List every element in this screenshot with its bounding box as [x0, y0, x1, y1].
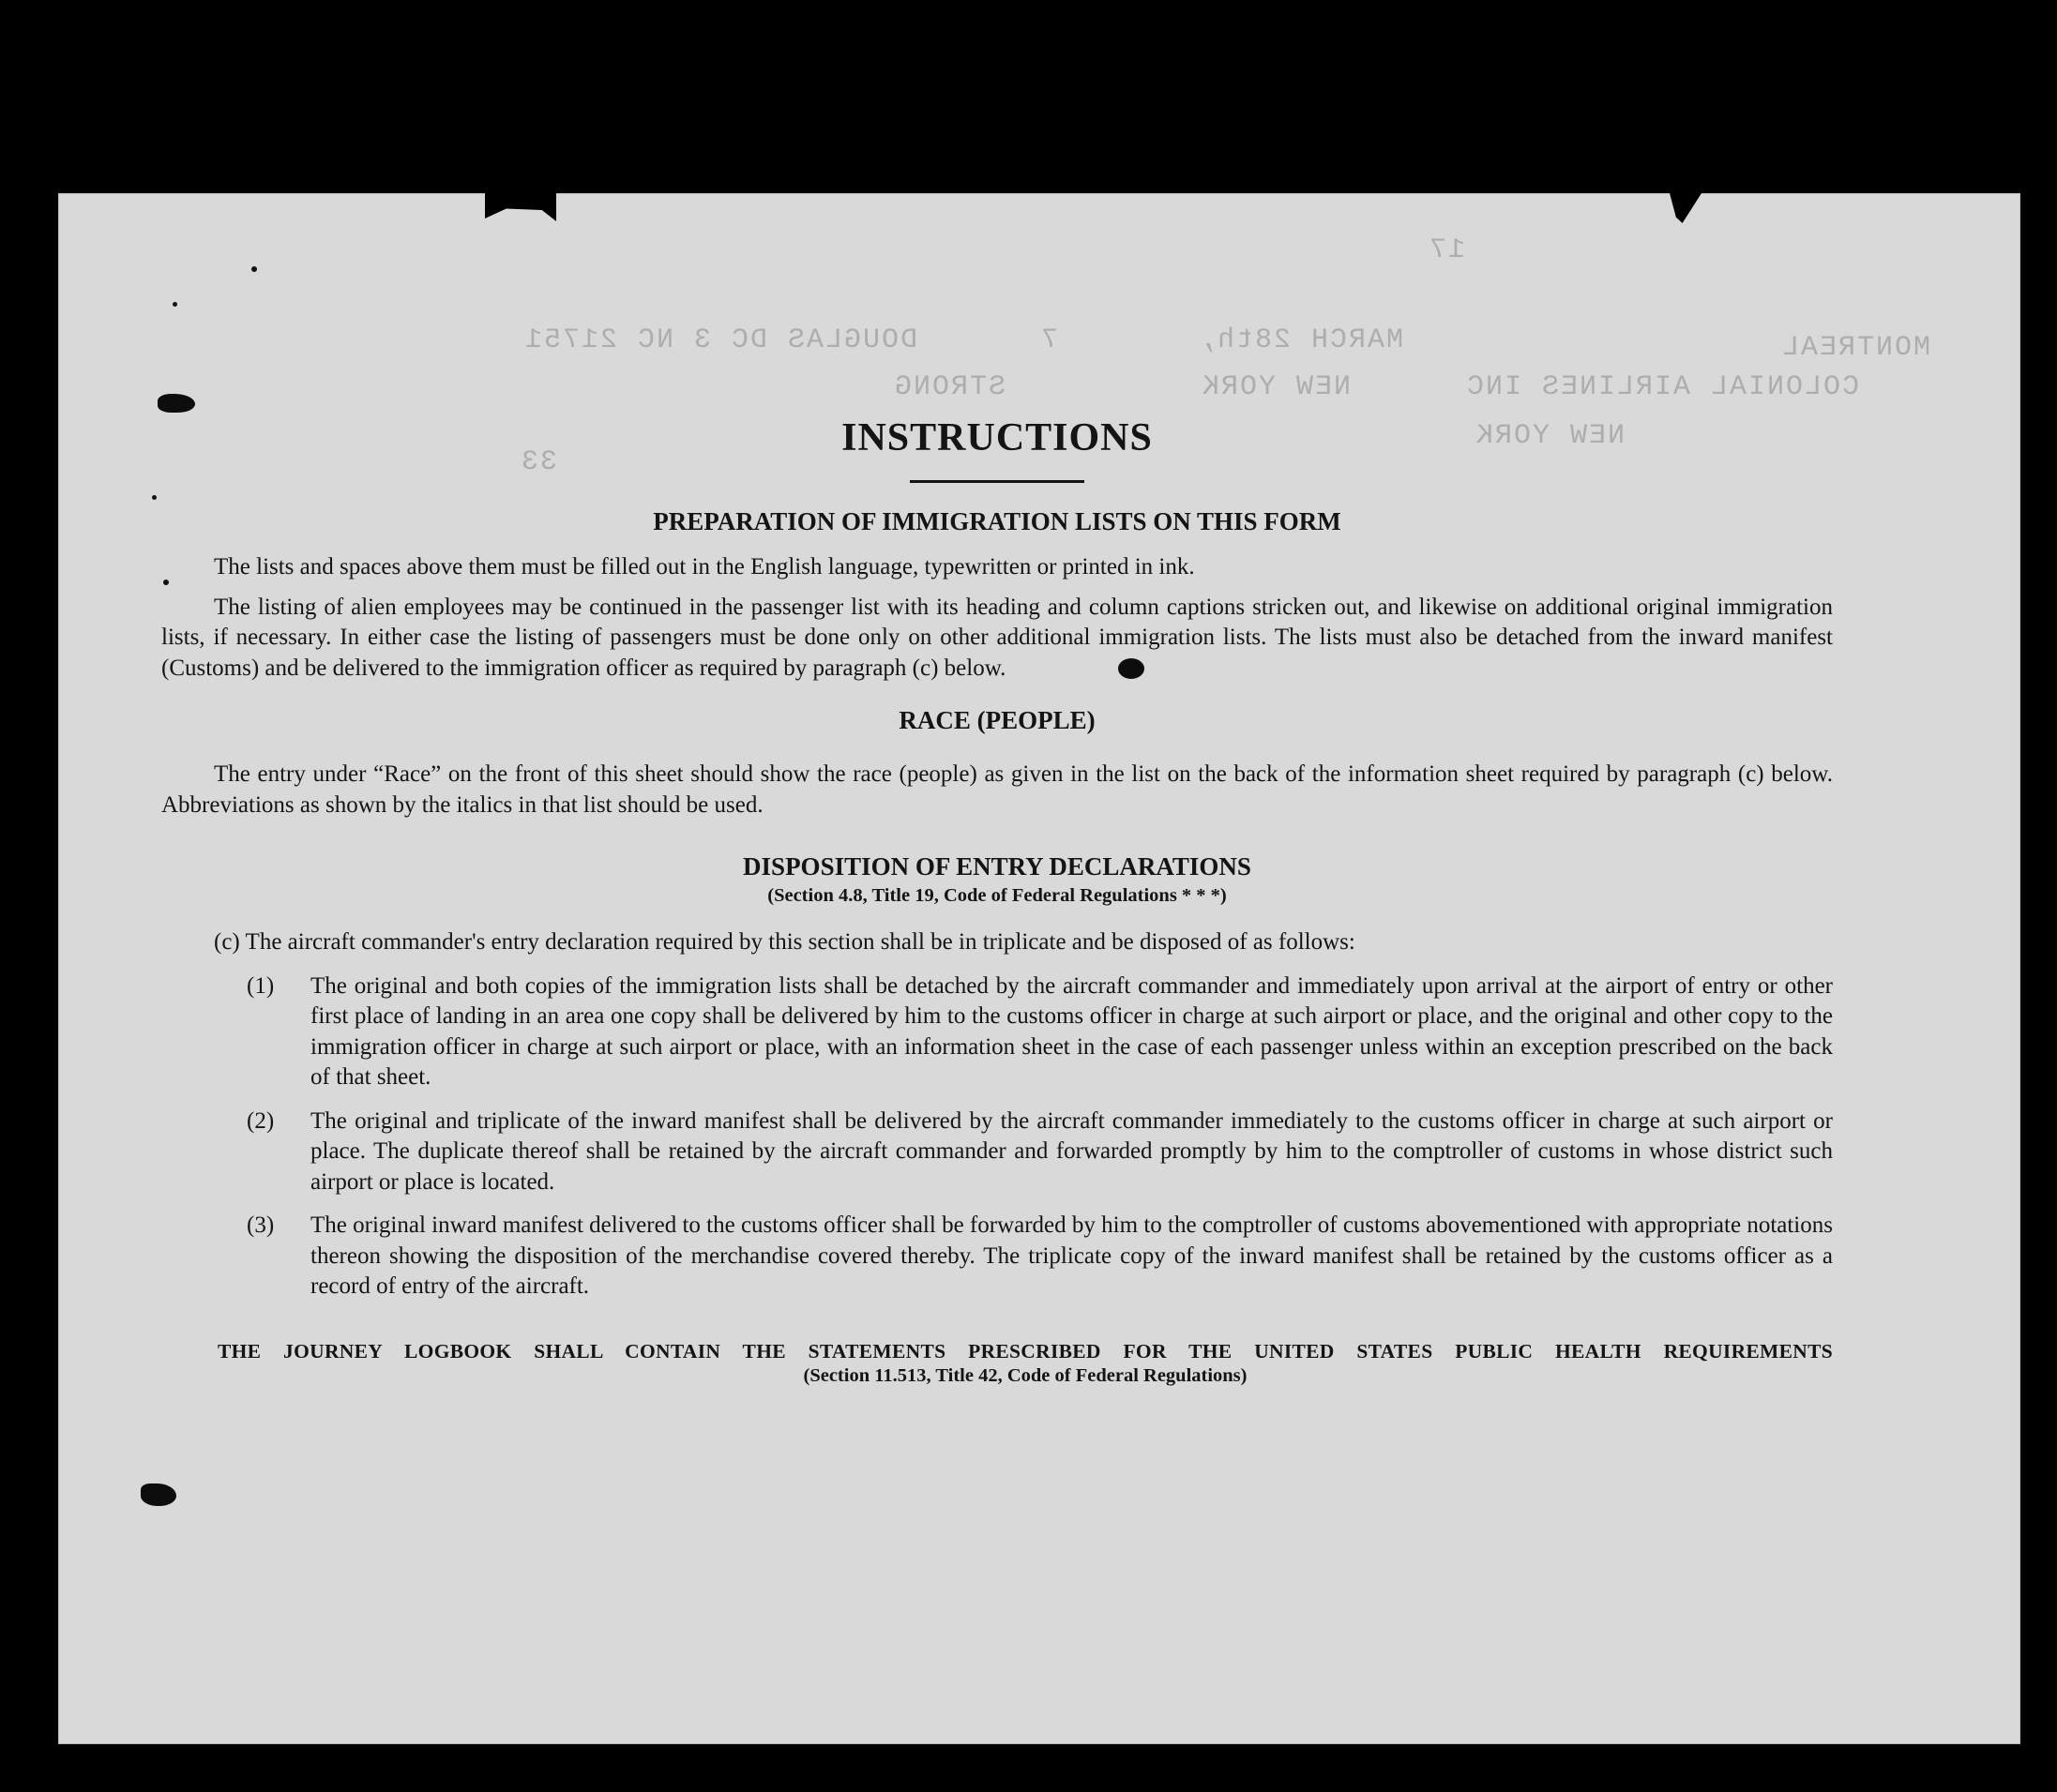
- list-item-text: The original inward manifest delivered to the customs officer shall be forwarded by him to the comptroller of customs abovementioned with appropriate notations thereon showing the disposition of the merchandise covered thereby. The triplicate copy of the inward manifest shall be retained by the customs officer as a record of entry of the aircraft.: [310, 1212, 1833, 1300]
- disposition-intro: (c) The aircraft commander's entry declaration required by this section shall be in triplicate and be disposed of as follows:: [214, 929, 1355, 956]
- bleed-through-text: MONTREAL: [1780, 332, 1931, 364]
- page-title: INSTRUCTIONS: [841, 416, 1153, 459]
- bleed-through-text: NEW YORK: [1475, 420, 1626, 452]
- torn-edge-notch: [485, 193, 556, 221]
- bleed-through-text: 7: [1039, 324, 1059, 356]
- list-item-text: The original and both copies of the immigration lists shall be detached by the aircraft commander and immediately upon arrival at the airport of entry or other first place of landing in an area one copy shall be delivered by him to the customs officer in charge at such airport or place, and the original and other copy to the immigration officer in charge at such airport or place, with an information sheet in the case of each passenger unless within an exception prescribed on the back of that sheet.: [310, 972, 1833, 1091]
- list-item: [247, 1107, 1833, 1198]
- ink-dot: [152, 495, 157, 500]
- footer-citation: (Section 11.513, Title 42, Code of Federal Regulations): [803, 1364, 1248, 1386]
- race-paragraph: The entry under “Race” on the front of this sheet should show the race (people) as given in the list on the back of the information sheet required by paragraph (c) below. Abbreviations as shown by the italics in that list should be used.: [161, 761, 1833, 818]
- section-heading-preparation: PREPARATION OF IMMIGRATION LISTS ON THIS FORM: [653, 507, 1341, 535]
- list-item: [247, 971, 1833, 1093]
- disposition-citation: (Section 4.8, Title 19, Code of Federal Regulations * * *): [767, 885, 1227, 907]
- list-item-number: (2): [247, 1107, 275, 1134]
- ink-blot: [141, 1483, 176, 1506]
- list-item-text: The original and triplicate of the inward manifest shall be delivered by the aircraft commander immediately to the customs officer in charge at such airport or place. The duplicate thereof shall be retained by the aircraft commander and forwarded promptly by him to the comptroller of customs in whose district such airport or place is located.: [310, 1107, 1833, 1195]
- bleed-through-text: MARCH 28th,: [1197, 324, 1404, 356]
- bleed-through-page-number: 17: [1428, 234, 1466, 266]
- footer-statement: THE JOURNEY LOGBOOK SHALL CONTAIN THE STATEMENTS PRESCRIBED FOR THE UNITED STATES PUBLIC HEALTH REQUIREMENTS: [218, 1339, 1833, 1363]
- bleed-through-text: 33: [520, 446, 558, 478]
- bleed-through-text: STRONG: [893, 371, 1006, 403]
- section-heading-disposition: DISPOSITION OF ENTRY DECLARATIONS: [743, 852, 1251, 881]
- torn-edge-notch: [1670, 193, 1702, 223]
- bleed-through-text: COLONIAL AIRLINES INC: [1465, 371, 1860, 403]
- bleed-through-text: DOUGLAS DC 3 NC 21751: [523, 324, 918, 356]
- preparation-paragraph-1: The lists and spaces above them must be filled out in the English language, typewritten or printed in ink.: [214, 554, 1195, 580]
- list-item-number: (3): [247, 1212, 275, 1239]
- list-item: [247, 1211, 1833, 1303]
- list-item-number: (1): [247, 972, 275, 999]
- section-heading-race: RACE (PEOPLE): [899, 706, 1096, 735]
- title-underline: [910, 480, 1084, 483]
- bleed-through-text: NEW YORK: [1201, 371, 1352, 403]
- instructions-content: [161, 221, 1833, 1387]
- preparation-paragraph-2: The listing of alien employees may be continued in the passenger list with its heading and column captions stricken out, and likewise on additional original immigration lists, if necessary. In either case the listing of passengers must be done only on other additional immigration lists. The lists must also be detached from the inward manifest (Customs) and be delivered to the immigration officer as required by paragraph (c) below.: [161, 594, 1833, 681]
